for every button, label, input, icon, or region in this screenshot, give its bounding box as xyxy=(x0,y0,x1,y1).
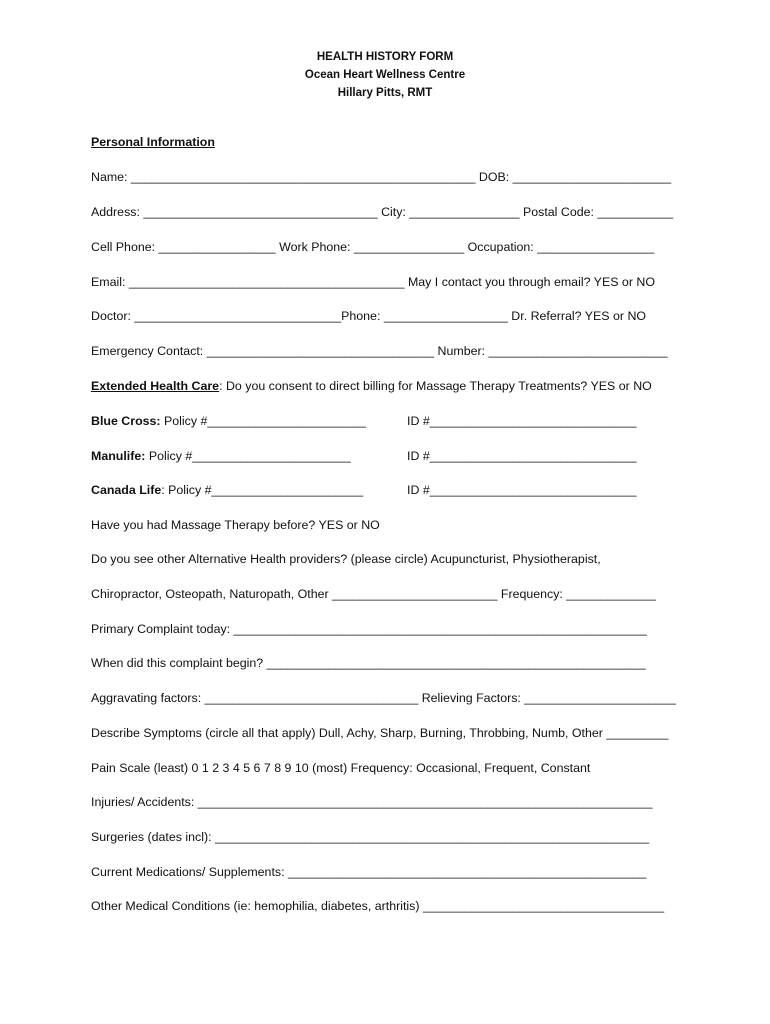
surgeries-line[interactable]: Surgeries (dates incl): _______________________________________________________________ xyxy=(91,830,650,844)
pain-scale-line[interactable]: Pain Scale (least) 0 1 2 3 4 5 6 7 8 9 10 (most) Frequency: Occasional, Frequent, Constant xyxy=(91,761,591,775)
phone-occupation-line[interactable]: Cell Phone: _________________ Work Phone: ________________ Occupation: _________________ xyxy=(91,240,655,254)
extended-health-care-line[interactable] xyxy=(91,378,681,394)
address-line[interactable]: Address: __________________________________ City: ________________ Postal Code: ___________ xyxy=(91,205,674,219)
blue-cross-id[interactable]: ID #______________________________ xyxy=(407,414,637,428)
medications-line[interactable]: Current Medications/ Supplements: ____________________________________________________ xyxy=(91,865,647,879)
chiropractor-line[interactable]: Chiropractor, Osteopath, Naturopath, Other ________________________ Frequency: _____________ xyxy=(91,587,656,601)
blue-cross-label: Blue Cross: xyxy=(91,414,161,428)
manulife-line[interactable] xyxy=(91,448,681,464)
centre-name: Ocean Heart Wellness Centre xyxy=(304,69,466,81)
blue-cross-line[interactable] xyxy=(91,413,681,429)
manulife-id[interactable]: ID #______________________________ xyxy=(407,449,637,463)
canada-life-policy[interactable]: : Policy #______________________ xyxy=(161,483,364,497)
primary-complaint-line[interactable]: Primary Complaint today: ____________________________________________________________ xyxy=(91,622,648,636)
canada-life-id[interactable]: ID #______________________________ xyxy=(407,483,637,497)
manulife-label: Manulife: xyxy=(91,449,146,463)
name-dob-line[interactable]: Name: __________________________________________________ DOB: _______________________ xyxy=(91,170,672,184)
canada-life-line[interactable] xyxy=(91,482,681,498)
other-conditions-line[interactable]: Other Medical Conditions (ie: hemophilia, diabetes, arthritis) ___________________________________ xyxy=(91,899,665,913)
complaint-begin-line[interactable]: When did this complaint begin? _______________________________________________________ xyxy=(91,656,646,670)
emergency-contact-line[interactable]: Emergency Contact: _________________________________ Number: __________________________ xyxy=(91,344,668,358)
section-title-personal-information: Personal Information xyxy=(91,135,215,149)
extended-health-care-question: : Do you consent to direct billing for Massage Therapy Treatments? YES or NO xyxy=(219,379,652,393)
injuries-line[interactable]: Injuries/ Accidents: __________________________________________________________________ xyxy=(91,795,653,809)
doctor-line[interactable]: Doctor: ______________________________Phone: __________________ Dr. Referral? YES or NO xyxy=(91,309,647,323)
email-line[interactable]: Email: ________________________________________ May I contact you through email? YES or NO xyxy=(91,275,655,289)
form-header xyxy=(0,48,770,102)
manulife-policy[interactable]: Policy #_______________________ xyxy=(145,449,351,463)
massage-before-line[interactable]: Have you had Massage Therapy before? YES or NO xyxy=(91,518,380,532)
canada-life-label: Canada Life xyxy=(91,483,162,497)
form-title: HEALTH HISTORY FORM xyxy=(316,51,454,63)
blue-cross-policy[interactable]: Policy #_______________________ xyxy=(160,414,366,428)
extended-health-care-label: Extended Health Care xyxy=(91,379,220,393)
aggravating-factors-line[interactable]: Aggravating factors: _______________________________ Relieving Factors: ______________________ xyxy=(91,691,676,705)
therapist-name: Hillary Pitts, RMT xyxy=(337,87,433,99)
symptoms-line[interactable]: Describe Symptoms (circle all that apply) Dull, Achy, Sharp, Burning, Throbbing, Numb, Other _________ xyxy=(91,726,669,740)
alternative-providers-line[interactable]: Do you see other Alternative Health providers? (please circle) Acupuncturist, Physiotherapist, xyxy=(91,552,601,566)
